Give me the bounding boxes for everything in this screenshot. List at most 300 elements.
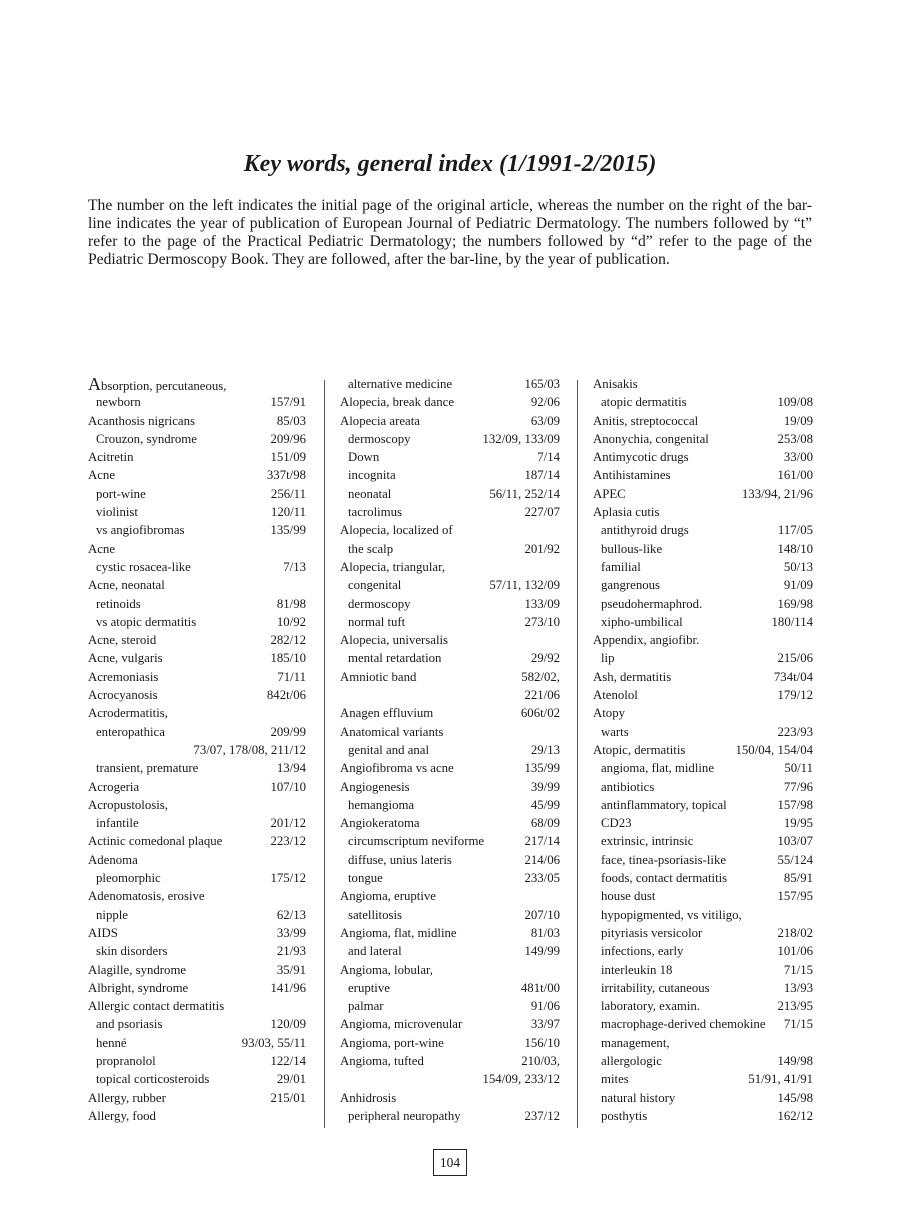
index-entry — [88, 540, 306, 558]
page-reference: 101/06 — [777, 944, 813, 959]
index-entry — [88, 631, 306, 649]
index-term: extrinsic, intrinsic — [601, 834, 694, 849]
index-entry — [88, 613, 306, 631]
index-entry — [88, 1052, 306, 1070]
page-reference: 207/10 — [524, 907, 560, 922]
index-term: newborn — [96, 395, 141, 410]
index-entry — [88, 979, 306, 997]
page-reference: 253/08 — [777, 431, 813, 446]
index-term: Acne, neonatal — [88, 578, 165, 593]
page-reference: 162/12 — [777, 1108, 813, 1123]
index-term: hypopigmented, vs vitiligo, — [601, 907, 742, 922]
index-entry — [340, 1070, 560, 1088]
index-term: retinoids — [96, 596, 141, 611]
page-reference: 133/09 — [524, 596, 560, 611]
index-entry — [593, 1034, 813, 1052]
page-reference: 71/15 — [783, 962, 813, 977]
index-entry — [88, 686, 306, 704]
page-reference: 120/11 — [270, 505, 306, 520]
index-term: angioma, flat, midline — [601, 761, 715, 776]
index-entry — [88, 1089, 306, 1107]
index-term: Alagille, syndrome — [88, 962, 187, 977]
page-reference: 33/00 — [783, 450, 813, 465]
index-term: henné — [96, 1035, 127, 1050]
index-entry — [88, 741, 306, 759]
index-entry — [593, 558, 813, 576]
page-reference: 209/96 — [270, 431, 306, 446]
page-reference: 233/05 — [524, 871, 560, 886]
index-entry — [88, 595, 306, 613]
index-term: Acrodermatitis, — [88, 706, 168, 721]
index-term: port-wine — [96, 486, 146, 501]
page-reference: 169/98 — [777, 596, 813, 611]
page-reference: 71/15 — [783, 1017, 813, 1032]
page-reference: 215/06 — [777, 651, 813, 666]
index-entry — [340, 576, 560, 594]
index-entry — [340, 503, 560, 521]
index-term: violinist — [96, 505, 138, 520]
index-entry — [593, 430, 813, 448]
index-term: Alopecia, universalis — [340, 633, 449, 648]
index-term: Acropustolosis, — [88, 797, 168, 812]
page-reference: 223/93 — [777, 724, 813, 739]
index-term: Adenomatosis, erosive — [88, 889, 205, 904]
index-term: atopic dermatitis — [601, 395, 687, 410]
index-entry — [593, 412, 813, 430]
page-reference: 582/02, — [521, 669, 560, 684]
page-reference: 92/06 — [530, 395, 560, 410]
index-term: Anitis, streptococcal — [593, 413, 699, 428]
page-reference: 120/09 — [270, 1017, 306, 1032]
index-term: Angioma, lobular, — [340, 962, 433, 977]
index-term: Adenoma — [88, 852, 138, 867]
page-reference: 63/09 — [530, 413, 560, 428]
page-reference: 149/98 — [777, 1053, 813, 1068]
page-reference: 107/10 — [270, 779, 306, 794]
index-entry — [593, 961, 813, 979]
page-reference: 337t/98 — [266, 468, 306, 483]
index-entry — [340, 540, 560, 558]
index-entry — [88, 723, 306, 741]
index-entry — [340, 375, 560, 393]
index-entry — [340, 979, 560, 997]
page-reference: 213/95 — [777, 999, 813, 1014]
index-entry — [593, 1107, 813, 1125]
page-reference: 273/10 — [524, 614, 560, 629]
page-reference: 218/02 — [777, 925, 813, 940]
index-term: posthytis — [601, 1108, 648, 1123]
page-reference: 161/00 — [777, 468, 813, 483]
index-entry — [88, 503, 306, 521]
index-term: satellitosis — [348, 907, 403, 922]
page-reference: 209/99 — [270, 724, 306, 739]
index-entry — [88, 393, 306, 411]
index-entry — [340, 631, 560, 649]
index-term: Down — [348, 450, 380, 465]
index-entry — [88, 412, 306, 430]
page-reference: 180/114 — [771, 614, 813, 629]
page-reference: 85/03 — [276, 413, 306, 428]
index-entry — [593, 375, 813, 393]
page-reference: 19/95 — [783, 816, 813, 831]
index-entry — [593, 485, 813, 503]
index-entry — [593, 887, 813, 905]
index-term: natural history — [601, 1090, 676, 1105]
index-term: allergologic — [601, 1053, 662, 1068]
page-reference: 33/97 — [530, 1017, 560, 1032]
index-entry — [88, 558, 306, 576]
index-entry — [593, 869, 813, 887]
index-term: Angioma, microvenular — [340, 1017, 463, 1032]
index-entry — [88, 485, 306, 503]
index-entry — [340, 906, 560, 924]
page-reference: 150/04, 154/04 — [735, 742, 813, 757]
page-reference: 21/93 — [276, 944, 306, 959]
index-entry — [340, 796, 560, 814]
index-term: eruptive — [348, 980, 390, 995]
index-entry — [340, 1015, 560, 1033]
index-term: propranolol — [96, 1053, 156, 1068]
index-entry — [88, 1015, 306, 1033]
page-reference: 221/06 — [524, 688, 560, 703]
index-term: Ash, dermatitis — [593, 669, 672, 684]
index-entry — [340, 942, 560, 960]
index-entry — [340, 704, 560, 722]
index-term: warts — [601, 724, 629, 739]
index-entry — [593, 686, 813, 704]
index-term: Antimycotic drugs — [593, 450, 689, 465]
index-term: CD23 — [601, 816, 632, 831]
index-term: transient, premature — [96, 761, 199, 776]
index-entry — [593, 997, 813, 1015]
index-term: Acrocyanosis — [88, 688, 158, 703]
page-reference: 135/99 — [524, 761, 560, 776]
index-entry — [340, 485, 560, 503]
index-term: Allergy, rubber — [88, 1090, 166, 1105]
index-term: Aplasia cutis — [593, 505, 660, 520]
index-entry — [340, 759, 560, 777]
index-term: Crouzon, syndrome — [96, 431, 197, 446]
page-reference: 223/12 — [270, 834, 306, 849]
index-column-1 — [88, 375, 306, 1125]
index-term: Atenolol — [593, 688, 638, 703]
page-reference: 51/91, 41/91 — [748, 1072, 813, 1087]
index-term: Angiofibroma vs acne — [340, 761, 454, 776]
page-reference: 93/03, 55/11 — [241, 1035, 306, 1050]
page-reference: 7/14 — [537, 450, 560, 465]
page-reference: 91/06 — [530, 999, 560, 1014]
index-term: familial — [601, 559, 641, 574]
index-entry — [88, 668, 306, 686]
index-entry — [593, 851, 813, 869]
index-entry — [340, 521, 560, 539]
page-number: 104 — [433, 1149, 467, 1176]
page-reference: 13/94 — [276, 761, 306, 776]
index-term: Angiokeratoma — [340, 816, 420, 831]
index-term: Anagen effluvium — [340, 706, 434, 721]
page-reference: 10/92 — [276, 614, 306, 629]
index-term: Antihistamines — [593, 468, 671, 483]
index-term: mental retardation — [348, 651, 442, 666]
index-entry — [340, 997, 560, 1015]
index-entry — [593, 832, 813, 850]
page-reference: 179/12 — [777, 688, 813, 703]
index-term: Acremoniasis — [88, 669, 159, 684]
page-reference: 214/06 — [524, 852, 560, 867]
page-reference: 19/09 — [783, 413, 813, 428]
index-entry — [88, 649, 306, 667]
page-reference: 50/11 — [784, 761, 813, 776]
index-term: Anonychia, congenital — [593, 431, 709, 446]
index-entry — [88, 796, 306, 814]
index-term: cystic rosacea-like — [96, 559, 191, 574]
index-term: face, tinea-psoriasis-like — [601, 852, 727, 867]
index-term: antibiotics — [601, 779, 655, 794]
page-reference: 33/99 — [276, 925, 306, 940]
index-term: Alopecia, triangular, — [340, 559, 446, 574]
index-term: Acrogeria — [88, 779, 140, 794]
page-reference: 29/13 — [530, 742, 560, 757]
index-entry — [593, 1089, 813, 1107]
index-term: gangrenous — [601, 578, 660, 593]
page-reference: 81/98 — [276, 596, 306, 611]
index-entry — [340, 649, 560, 667]
index-term: xipho-umbilical — [601, 614, 683, 629]
index-term: incognita — [348, 468, 396, 483]
index-entry — [88, 1034, 306, 1052]
index-term: dermoscopy — [348, 431, 411, 446]
index-term: Amniotic band — [340, 669, 417, 684]
index-entry — [88, 832, 306, 850]
page-reference: 156/10 — [524, 1035, 560, 1050]
index-entry — [340, 851, 560, 869]
page-reference: 73/07, 178/08, 211/12 — [193, 742, 306, 757]
index-term: Angiogenesis — [340, 779, 410, 794]
index-term: and lateral — [348, 944, 402, 959]
index-entry — [88, 1070, 306, 1088]
page-reference: 85/91 — [783, 871, 813, 886]
index-entry — [340, 832, 560, 850]
index-term: Angioma, tufted — [340, 1053, 424, 1068]
index-entry — [88, 576, 306, 594]
index-entry — [340, 887, 560, 905]
index-term: skin disorders — [96, 944, 168, 959]
index-term: macrophage-derived chemokine — [601, 1017, 766, 1032]
index-entry — [340, 869, 560, 887]
page-reference: 157/98 — [777, 797, 813, 812]
index-term: Actinic comedonal plaque — [88, 834, 223, 849]
index-term: Alopecia, localized of — [340, 523, 453, 538]
page-reference: 481t/00 — [520, 980, 560, 995]
index-entry — [593, 741, 813, 759]
index-entry — [88, 851, 306, 869]
index-term: congenital — [348, 578, 402, 593]
index-term: Acne, steroid — [88, 633, 157, 648]
column-divider — [324, 380, 325, 1128]
index-entry — [88, 814, 306, 832]
index-entry — [593, 1052, 813, 1070]
index-term: Angioma, eruptive — [340, 889, 436, 904]
index-column-2 — [340, 375, 560, 1125]
index-term: infections, early — [601, 944, 684, 959]
index-term: Alopecia areata — [340, 413, 420, 428]
page-reference: 29/01 — [276, 1072, 306, 1087]
index-entry — [340, 412, 560, 430]
index-entry — [88, 375, 306, 393]
index-entry — [593, 393, 813, 411]
index-entry — [340, 595, 560, 613]
index-entry — [593, 576, 813, 594]
index-term: alternative medicine — [348, 377, 453, 391]
index-entry — [340, 961, 560, 979]
index-entry — [340, 1052, 560, 1070]
index-term: tacrolimus — [348, 505, 403, 520]
page-reference: 29/92 — [530, 651, 560, 666]
index-term: irritability, cutaneous — [601, 980, 710, 995]
index-term: normal tuft — [348, 614, 406, 629]
index-term: vs atopic dermatitis — [96, 614, 197, 629]
page-reference: 35/91 — [276, 962, 306, 977]
index-term: antinflammatory, topical — [601, 797, 727, 812]
page-reference: 91/09 — [783, 578, 813, 593]
page-reference: 7/13 — [283, 559, 306, 574]
index-term: Allergic contact dermatitis — [88, 999, 225, 1014]
index-term: Acne — [88, 541, 115, 556]
index-term: diffuse, unius lateris — [348, 852, 452, 867]
index-entry — [593, 1015, 813, 1033]
index-entry — [593, 1070, 813, 1088]
index-entry — [593, 906, 813, 924]
index-term: neonatal — [348, 486, 392, 501]
index-entry — [340, 466, 560, 484]
index-entry — [593, 668, 813, 686]
index-entry — [88, 1107, 306, 1125]
index-entry — [340, 723, 560, 741]
index-term: antithyroid drugs — [601, 523, 689, 538]
page-reference: 117/05 — [777, 523, 813, 538]
index-term: infantile — [96, 816, 139, 831]
index-entry — [88, 759, 306, 777]
index-term: circumscriptum neviforme — [348, 834, 485, 849]
page-reference: 77/96 — [783, 779, 813, 794]
page-reference: 55/124 — [777, 852, 813, 867]
index-entry — [593, 466, 813, 484]
index-entry — [88, 869, 306, 887]
index-entry — [593, 631, 813, 649]
page-reference: 227/07 — [524, 505, 560, 520]
page-reference: 45/99 — [530, 797, 560, 812]
index-entry — [340, 741, 560, 759]
index-entry — [593, 723, 813, 741]
page-reference: 151/09 — [270, 450, 306, 465]
index-term: interleukin 18 — [601, 962, 673, 977]
page-title: Key words, general index (1/1991-2/2015) — [243, 151, 657, 177]
page-reference: 157/91 — [270, 395, 306, 410]
index-entry — [88, 430, 306, 448]
index-entry — [340, 613, 560, 631]
index-term: Angioma, port-wine — [340, 1035, 444, 1050]
index-term: palmar — [348, 999, 384, 1014]
index-entry — [88, 906, 306, 924]
index-term: AIDS — [88, 925, 118, 940]
page-reference: 215/01 — [270, 1090, 306, 1105]
index-entry — [88, 997, 306, 1015]
page-reference: 135/99 — [270, 523, 306, 538]
index-entry — [593, 448, 813, 466]
page-reference: 122/14 — [270, 1053, 306, 1068]
index-entry — [340, 814, 560, 832]
index-term: hemangioma — [348, 797, 415, 812]
index-entry — [88, 887, 306, 905]
index-term: Anatomical variants — [340, 724, 444, 739]
index-entry — [593, 942, 813, 960]
index-entry — [340, 778, 560, 796]
index-entry — [88, 704, 306, 722]
index-term: Acanthosis nigricans — [88, 413, 195, 428]
index-entry — [340, 448, 560, 466]
page-reference: 132/09, 133/09 — [482, 431, 560, 446]
index-term: vs angiofibromas — [96, 523, 185, 538]
page-reference: 165/03 — [524, 377, 560, 391]
index-term: pityriasis versicolor — [601, 925, 703, 940]
index-entry — [340, 1089, 560, 1107]
page-reference: 13/93 — [783, 980, 813, 995]
page-reference: 39/99 — [530, 779, 560, 794]
index-term: Acitretin — [88, 450, 134, 465]
index-term: foods, contact dermatitis — [601, 871, 728, 886]
index-entry — [593, 521, 813, 539]
page-reference: 185/10 — [270, 651, 306, 666]
page-reference: 103/07 — [777, 834, 813, 849]
index-entry — [593, 796, 813, 814]
page-reference: 133/94, 21/96 — [741, 486, 813, 501]
page-reference: 109/08 — [777, 395, 813, 410]
index-term: Acne — [88, 468, 115, 483]
index-entry — [593, 979, 813, 997]
index-entry — [88, 961, 306, 979]
index-term: topical corticosteroids — [96, 1072, 210, 1087]
index-term: enteropathica — [96, 724, 165, 739]
page-reference: 201/12 — [270, 816, 306, 831]
index-entry — [593, 704, 813, 722]
index-term: dermoscopy — [348, 596, 411, 611]
index-column-3 — [593, 375, 813, 1125]
index-entry — [593, 778, 813, 796]
index-entry — [88, 924, 306, 942]
page-reference: 606t/02 — [520, 706, 560, 721]
index-entry — [593, 595, 813, 613]
page-reference: 81/03 — [530, 925, 560, 940]
page-reference: 734t/04 — [773, 669, 813, 684]
index-term: the scalp — [348, 541, 394, 556]
index-term: Anhidrosis — [340, 1090, 397, 1105]
intro-paragraph: The number on the left indicates the initial page of the original article, whereas the number on the right of the bar-line indicates the year of publication of European Journal of Pediatric Dermatology. The numbers followed by “t” refer to the page of the Practical Pediatric Dermatology; the numbers followed by “d” refer to the page of the Pediatric Dermoscopy Book. They are followed, after the bar-line, by the year of publication. — [88, 197, 812, 268]
index-entry — [593, 503, 813, 521]
page-reference: 187/14 — [524, 468, 560, 483]
index-entry — [340, 1034, 560, 1052]
page-reference: 56/11, 252/14 — [489, 486, 560, 501]
index-term: Anisakis — [593, 377, 638, 391]
index-term: Albright, syndrome — [88, 980, 189, 995]
page-reference: 145/98 — [777, 1090, 813, 1105]
index-term: genital and anal — [348, 742, 430, 757]
index-entry — [88, 942, 306, 960]
index-term: Atopy — [593, 706, 625, 721]
index-entry — [340, 393, 560, 411]
index-entry — [340, 668, 560, 686]
page-reference: 68/09 — [530, 816, 560, 831]
index-term: Allergy, food — [88, 1108, 156, 1123]
